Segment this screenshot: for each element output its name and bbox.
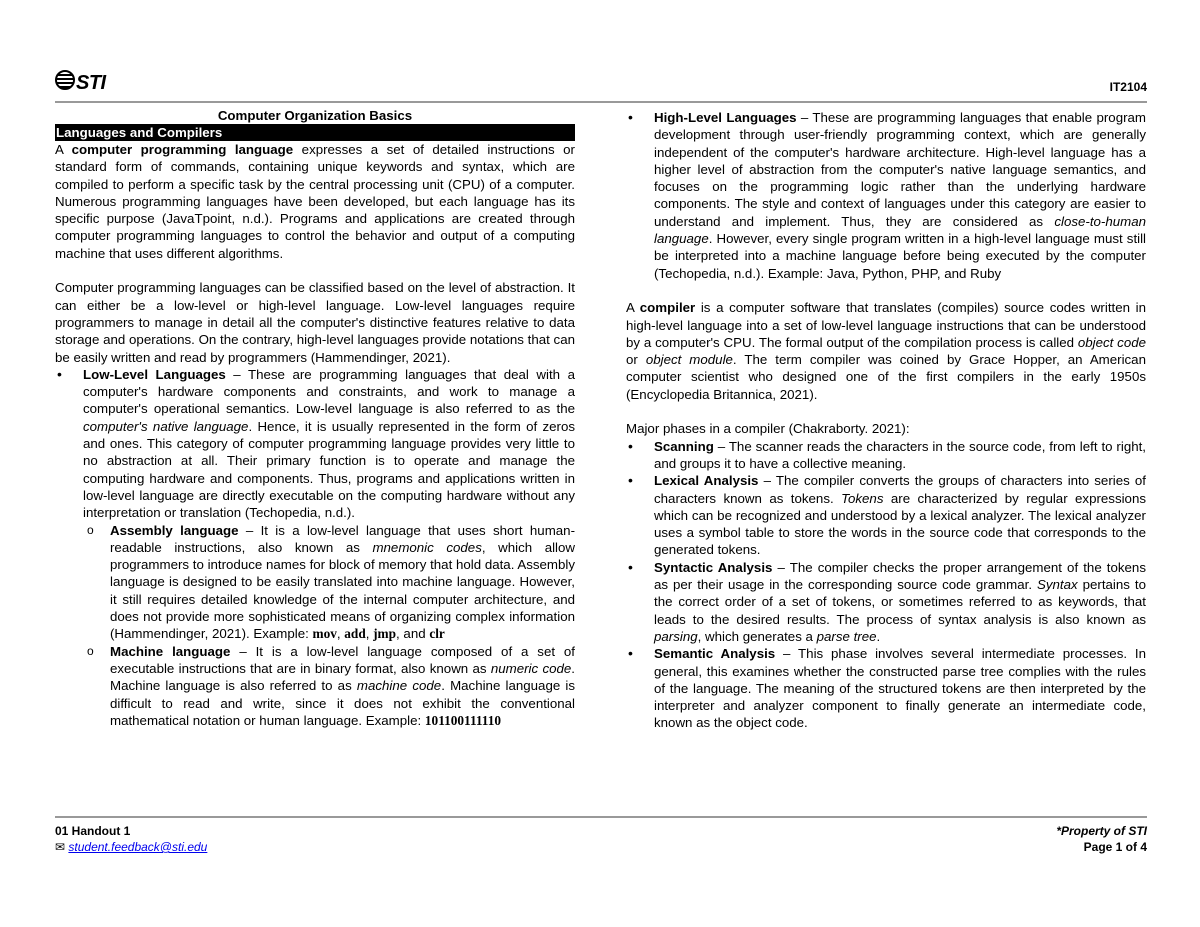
right-column [626, 109, 1146, 732]
list-item-syntactic: • Syntactic Analysis – The compiler checks the proper arrangement of the tokens as per their usage in the corresponding source code grammar. Syntax pertains to the correct order of a set of tokens, or sometimes referred to as keywords, that leads to the desired results. The process of syntax analysis is also known as parsing, which generates a parse tree. [626, 559, 1146, 645]
term-programming-language: computer programming language [71, 142, 294, 157]
sublist-item-machine: o Machine language – It is a low-level language composed of a set of executable instructions that are in binary format, also known as numeric code. Machine language is also referred to as machine code. Machine language is difficult to read and write, since it does not exhibit the conventional mathematical notation or human language. Example: 101100111110 [83, 643, 575, 729]
list-item-low-level: • Low-Level Languages – These are programming languages that deal with a computer's hardware components and constraints, and work to manage a computer's operational semantics. Low-level language is also referred to as the computer's native language. Hence, it is usually represented in the form of zeros and ones. This category of computer programming language provides very little to no abstraction at all. Their primary function is to operate and manage the computing hardware and components. Thus, programs and applications written in low-level language are directly executable on the computing hardware without any interpretation or translation (Techopedia, n.d.). o Assembly language – It is a low-level language that uses short human-readable instructions, also known as mnemonic codes, which allow programmers to introduce names for block of memory that hold data. Assembly language is designed to be easily translated into machine language. However, it still requires detailed knowledge of the internal computer architecture, and does not provide more sophisticated means of organizing complex information (Hammendinger, 2021). Example: mov, add, jmp, and clr o Machine language – It is a low-level language composed of a set of executable instructions that are in binary format, also known as numeric code. Machine language is also referred to as machine code. Machine language is difficult to read and write, since it does not exhibit the conventional mathematical notation or human language. Example: 101100111110 [55, 366, 575, 729]
list-item-scanning: • Scanning – The scanner reads the characters in the source code, from left to right, and groups it to have a collective meaning. [626, 438, 1146, 473]
sti-logo [55, 70, 106, 95]
document-title: Computer Organization Basics [217, 108, 413, 123]
compiler-phases-list [626, 438, 1146, 732]
handout-label: 01 Handout 1 [55, 824, 131, 838]
high-level-list [626, 109, 1146, 282]
feedback-email-link[interactable]: student.feedback@sti.edu [68, 840, 208, 854]
footer-divider [55, 816, 1147, 818]
left-column [55, 107, 575, 729]
property-label: *Property of STI [1056, 824, 1147, 838]
globe-icon [55, 70, 75, 90]
page-number: Page 1 of 4 [1083, 840, 1147, 854]
section-heading: Languages and Compilers [55, 124, 575, 141]
compiler-paragraph: A compiler is a computer software that translates (compiles) source codes written in high-level language into a set of low-level language instructions that can be understood by a computer's CPU. The formal output of the compilation process is called object code or object module. The term compiler was coined by Grace Hopper, an American computer scientist who designed one of the first compilers in the early 1950s (Encyclopedia Britannica, 2021). [626, 300, 1146, 402]
envelope-icon: ✉ [55, 840, 66, 854]
header-divider [55, 101, 1147, 103]
footer-left [55, 823, 207, 855]
page-header [55, 70, 1147, 103]
logo-text: STI [76, 72, 106, 94]
language-level-list [55, 366, 575, 729]
footer-right [1056, 823, 1147, 855]
low-level-sublist [83, 522, 575, 730]
list-item-semantic: • Semantic Analysis – This phase involves several intermediate processes. In general, this examines whether the constructed parse tree complies with the rules of the language. The meaning of the structured tokens are then interpreted by the interpreter and analyzer component to finally generate an intermediate code, known as the object code. [626, 645, 1146, 731]
classification-paragraph: Computer programming languages can be classified based on the level of abstraction. It can either be a low-level or high-level language. Low-level languages require programmers to manage in detail all the computer's distinctive features relative to data storage and operations. On the contrary, high-level languages provide notations that can be easily written and read by programmers (Hammendinger, 2021). [55, 280, 575, 365]
intro-paragraph: A computer programming language expresses a set of detailed instructions or standard form of commands, containing unique keywords and syntax, which are compiled to perform a specific task by the central processing unit (CPU) of a computer. Numerous programming languages have been developed, but each language has its specific purpose (JavaTpoint, n.d.). Programs and applications are created through computer programming languages to control the behavior and output of a computing machine that uses different algorithms. [55, 142, 575, 261]
list-item-lexical: • Lexical Analysis – The compiler converts the groups of characters into series of characters known as tokens. Tokens are characterized by regular expressions which can be recognized and understood by a lexical analyzer. The lexical analyzer uses a symbol table to store the words in the source code that corresponds to the generated tokens. [626, 472, 1146, 558]
sublist-item-assembly: o Assembly language – It is a low-level language that uses short human-readable instructions, also known as mnemonic codes, which allow programmers to introduce names for block of memory that hold data. Assembly language is designed to be easily translated into machine language. However, it still requires detailed knowledge of the internal computer architecture, and does not provide more sophisticated means of organizing complex information (Hammendinger, 2021). Example: mov, add, jmp, and clr [83, 522, 575, 643]
course-code: IT2104 [1109, 80, 1147, 94]
phases-intro: Major phases in a compiler (Chakraborty. 2021): [626, 421, 910, 437]
list-item-high-level: • High-Level Languages – These are programming languages that enable program development through user-friendly programming context, which are generally independent of the computer's hardware architecture. High-level language has a higher level of abstraction from the computer's native language semantics, and focuses on the programming logic rather than the underlying hardware components. The style and context of languages under this category are easier to understand and implement. Thus, they are considered as close-to-human language. However, every single program written in a high-level language must still be interpreted into a machine language before being executed by the computer (Techopedia, n.d.). Example: Java, Python, PHP, and Ruby [626, 109, 1146, 282]
